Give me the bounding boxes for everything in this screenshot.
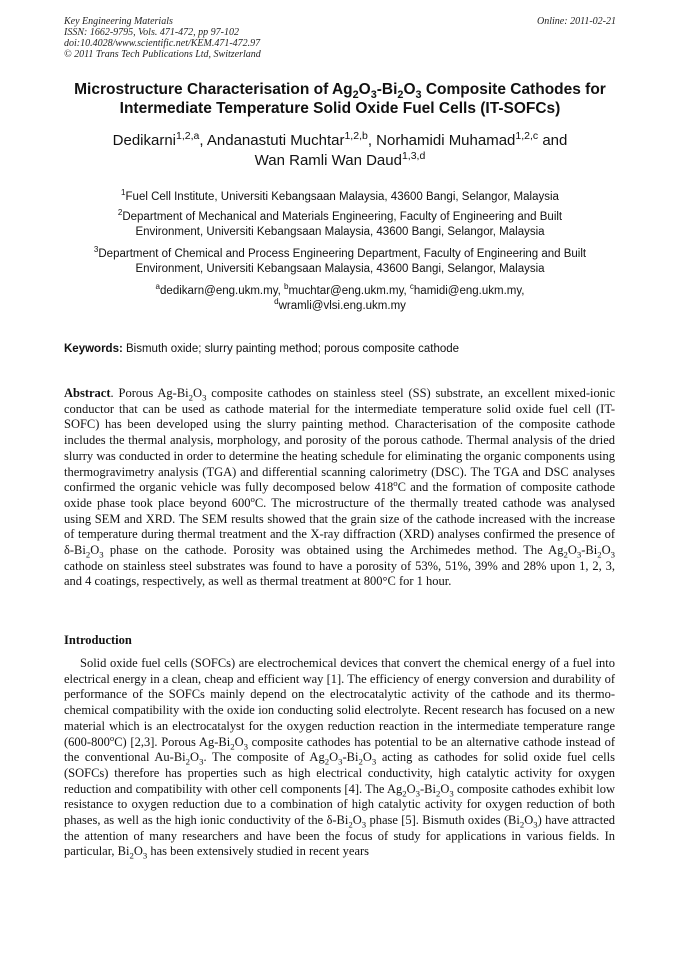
- journal-copyright: © 2011 Trans Tech Publications Ltd, Switzerland: [64, 49, 261, 60]
- journal-name: Key Engineering Materials: [64, 16, 173, 27]
- authors-line-2: Wan Ramli Wan Daud$^{1,3,d}$: [254, 150, 426, 169]
- abstract: Abstract. Porous $Ag-Bi_2O_3$ composite cathodes on stainless steel (SS) substrate, an excellent mixed-ionic conductor that can be used as cathode material for the intermediate temperature solid oxide fuel cell (IT-SOFC) has been developed using the slurry painting method. Characterisation of the composite cathode includes the thermal analysis, morphology, and porosity of the porous cathode. Thermal analysis of the dried slurry was conducted in order to determine the heating schedule for eliminating the organic components using thermogravimetry analysis (TGA) and differential scanning calorimetry (DSC). The TGA and DSC analyses confirmed the organic vehicle was fully decomposed below 418$^o$C and the formation of composite cathode oxide phase took place beyond 600$^o$C. The microstructure of the thermally treated cathode was analysed using SEM and XRD. The SEM results showed that the grain size of the cathode increased with the increase of temperature during thermal treatment and the X-ray diffraction (XRD) analyses confirmed the presence of $\delta-Bi_2O_3$ phase on the cathode. Porosity was obtained using the Archimedes method. The $Ag_2O_3-Bi_2O_3$ cathode on stainless steel substrates was found to have a porosity of 53%, 51%, 39% and 28% upon 1, 2, 3, and 4 coatings, respectively, as well as thermal treatment at 800°C for 1 hour.: [64, 386, 616, 589]
- journal-info: [64, 16, 616, 60]
- journal-issn: ISSN: 1662-9795, Vols. 471-472, pp 97-102: [64, 27, 239, 38]
- affiliation-3: $^3$Department of Chemical and Process Engineering Department, Faculty of Engineering and Built Environment, Universiti Kebangsaan Malaysia, 43600 Bangi, Selangor, Malaysia: [93, 245, 587, 275]
- title-line-1: Microstructure Characterisation of $Ag_2O_3-Bi_2O_3$ Composite Cathodes for: [74, 81, 606, 102]
- paper-title: [40, 80, 640, 118]
- affiliation-2: $^2$Department of Mechanical and Materials Engineering, Faculty of Engineering and Built Environment, Universiti Kebangsaan Malaysia, 43600 Bangi, Selangor, Malaysia: [117, 208, 563, 238]
- email-link-c[interactable]: hamidi@eng.ukm.my,: [413, 285, 525, 297]
- keywords: Keywords: Bismuth oxide; slurry painting method; porous composite cathode: [64, 343, 460, 355]
- journal-doi: doi:10.4028/www.scientific.net/KEM.471-472.97: [64, 38, 261, 49]
- online-date: Online: 2011-02-21: [537, 16, 616, 27]
- affiliation-1: $^1$Fuel Cell Institute, Universiti Kebangsaan Malaysia, 43600 Bangi, Selangor, Malaysia: [121, 188, 559, 203]
- introduction-heading: Introduction: [64, 633, 132, 647]
- introduction-body: Solid oxide fuel cells (SOFCs) are electrochemical devices that convert the chemical energy of a fuel into electrical energy in a clean, cheap and efficient way [1]. The efficiency of energy conversion and durability of performance of the SOFCs mainly depend on the electrocatalytic activity of the cathode and its thermo-chemical compatibility with the oxide ion conducting solid electrolyte. Recent research has focused on a new material which is an electrocatalyst for the oxygen reduction reaction in the intermediate temperature range (600-800$^o$C) [2,3]. Porous $Ag-Bi_2O_3$ composite cathodes has potential to be an alternative cathode instead of the conventional $Au-Bi_2O_3$. The composite of $Ag_2O_3-Bi_2O_3$ acting as cathodes for solid oxide fuel cells (SOFCs) therefore has properties such as high electrical conductivity, high catalytic activity for oxygen reduction and compatibility with other cell components [4]. The $Ag_2O_3-Bi_2O_3$ composite cathodes exhibit low resistance to oxygen reduction due to a combination of high catalytic activity for oxygen reduction of both phases, as well as the high ionic conductivity of the $\delta-Bi_2O_3$ phase [5]. Bismuth oxides $(Bi_2O_3)$ have attracted the attention of many researchers and have been the focus of study for applications in various fields. In particular, $Bi_2O_3$ has been extensively studied in recent years: [64, 656, 616, 861]
- authors-line-1: Dedikarni$^{1,2,a}$, Andanastuti Muchtar$^{1,2,b}$, Norhamidi Muhamad$^{1,2,c}$ and: [112, 130, 568, 149]
- author-list: [40, 131, 640, 171]
- author-emails: $^a$dedikarn@eng.ukm.my, $^b$muchtar@eng.ukm.my, $^c$hamidi@eng.ukm.my, $^d$wramli@vlsi.eng.ukm.my: [155, 282, 525, 312]
- journal-header: [64, 16, 616, 60]
- title-line-2: Intermediate Temperature Solid Oxide Fuel Cells (IT-SOFCs): [119, 100, 561, 117]
- email-link-a[interactable]: dedikarn@eng.ukm.my,: [160, 285, 284, 297]
- email-link-b[interactable]: muchtar@eng.ukm.my,: [288, 285, 410, 297]
- email-link-d[interactable]: wramli@vlsi.eng.ukm.my: [278, 300, 406, 312]
